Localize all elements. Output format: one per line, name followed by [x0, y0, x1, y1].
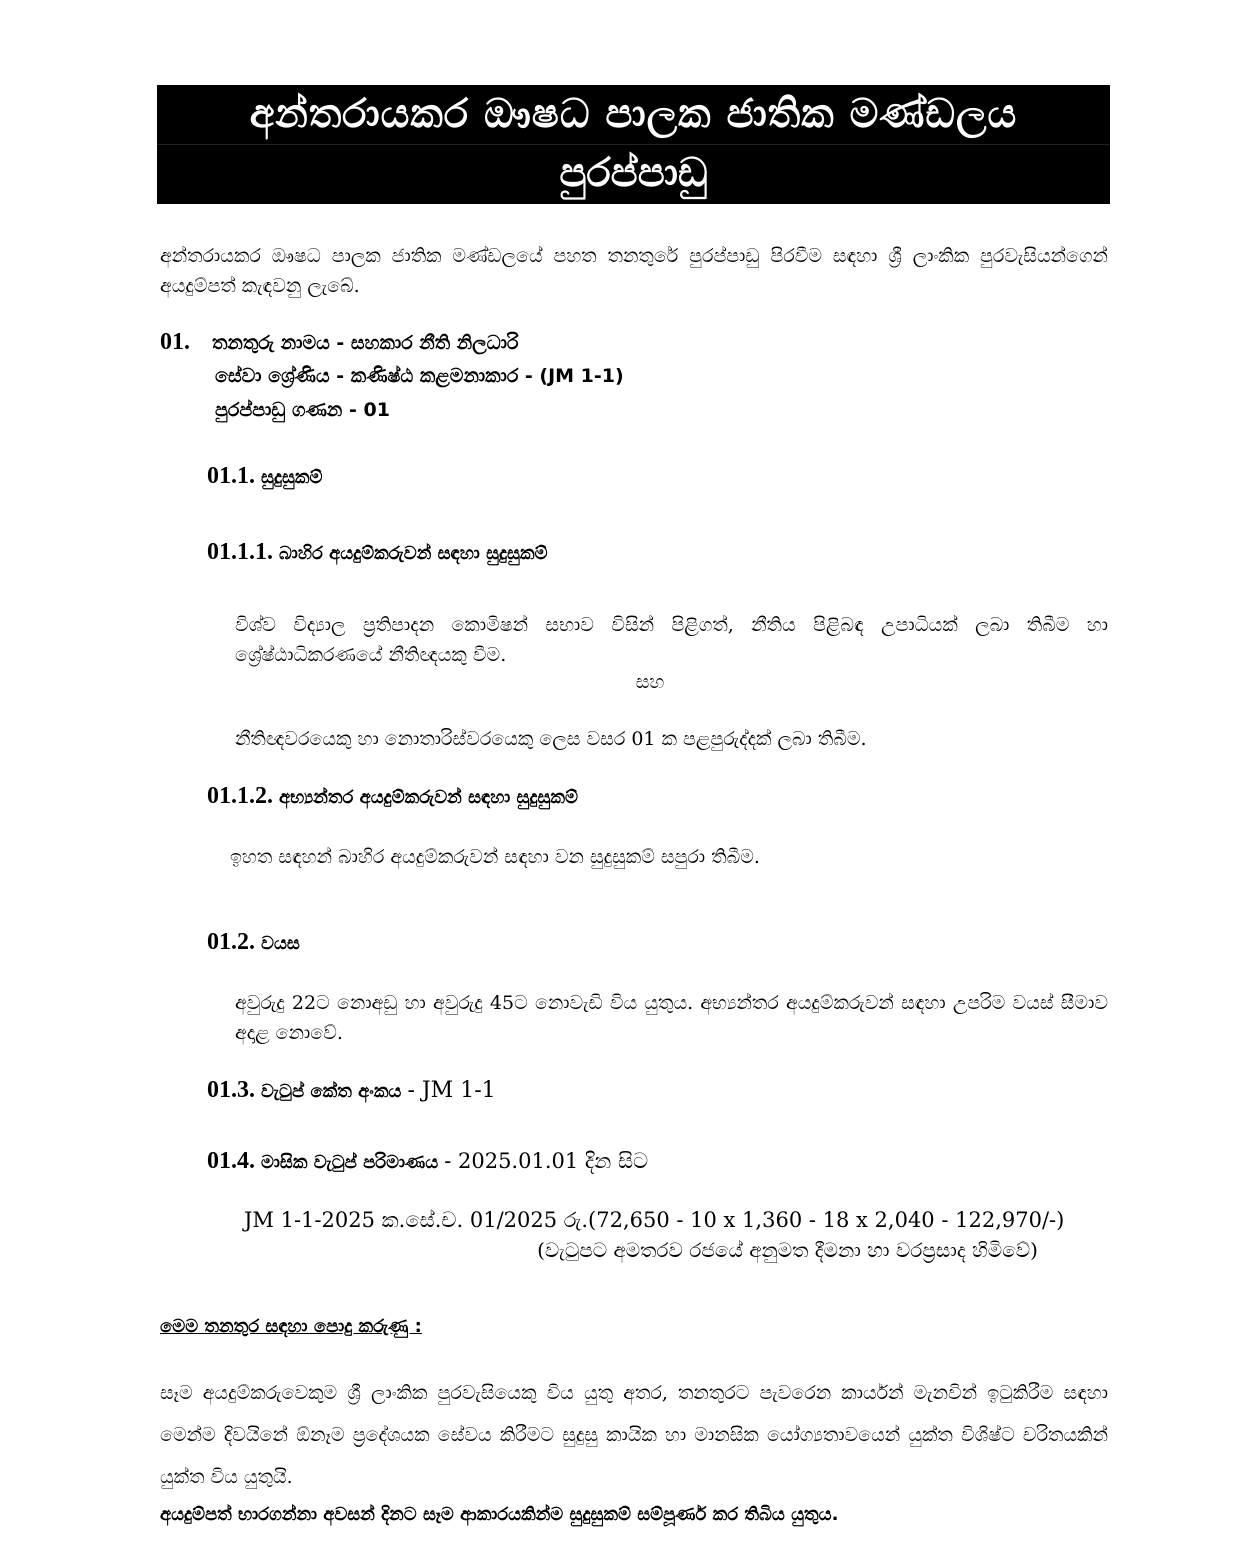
section-01-3-title: වැටුප් කේත අංකය	[261, 1081, 402, 1102]
and-connector: සහ	[635, 671, 665, 693]
section-01-2-heading	[207, 929, 300, 956]
section-01-1-2-heading	[207, 783, 578, 810]
section-01-1-2-title: අභ්‍යන්තර අයදුම්කරුවන් සඳහා සුදුසුකම්	[279, 787, 578, 808]
post-vacancies: පුරප්පාඩු ගණන - 01	[215, 399, 390, 421]
section-01-4-title: මාසික වැටුප් පරිමාණය	[261, 1152, 439, 1173]
intro-paragraph: අන්තරායකර ඖෂධ පාලක ජාතික මණ්ඩලයේ පහත තනතුරේ පුරප්පාඩු පිරවීම සඳහා ශ්‍රී ලාංකික පුරවැසියන්ගෙන් අයදුම්පත් කැඳවනු ලැබේ.	[160, 245, 1108, 297]
salary-note: (වැටුපට අමතරව රජයේ අනුමත දීමනා හා වරප්‍රසාද හිමිවේ)	[537, 1238, 1038, 1262]
section-01-3-heading	[207, 1077, 496, 1104]
salary-effective-date: - 2025.01.01 දින සිට	[444, 1149, 649, 1173]
general-notes-heading: මෙම තනතුර සඳහා පොදු කරුණු :	[160, 1316, 422, 1337]
post-number: 01.	[160, 329, 190, 355]
section-01-2-title: වයස	[261, 933, 300, 954]
section-01-1-1-number: 01.1.1.	[207, 539, 273, 565]
internal-qualification-text: ඉහත සඳහන් බාහිර අයදුම්කරුවන් සඳහා වන සුදුසුකම් සපුරා තිබීම.	[230, 846, 760, 868]
general-notes-text: සෑම අයදුම්කරුවෙකුම ශ්‍රී ලාංකික පුරවැසියෙකු විය යුතු අතර, තනතුරට පැවරෙන කාර්යන් මැනවින් ඉටුකිරීම සඳහා මෙන්ම දිවයිනේ ඕනෑම ප්‍රදේශයක සේවය කිරීමට සුදුසු කායික හා මානසික යෝග්‍යතාවයෙන් යුක්ත විශිෂ්ට චරිතයකින් යුක්ත විය යුතුයි.	[160, 1382, 1108, 1488]
section-01-3-number: 01.3.	[207, 1077, 255, 1103]
age-text: අවුරුදු 22ට නොඅඩු හා අවුරුදු 45ට නොවැඩි විය යුතුය. අභ්‍යන්තර අයදුම්කරුවන් සඳහා උපරිම වයස් සීමාව අදාළ නොවේ.	[235, 992, 1108, 1044]
post-service-grade: සේවා ශ්‍රේණිය - කණිෂ්ඨ කළමනාකාර - (JM 1-1)	[215, 365, 624, 387]
header-title-line2: පුරප්පාඩු	[157, 145, 1110, 204]
section-01-1-title: සුදුසුකම්	[261, 467, 323, 488]
section-01-4-number: 01.4.	[207, 1148, 255, 1174]
post-title: තනතුරු නාමය - සහකාර නීති නිලධාරි	[212, 332, 519, 354]
section-01-2-number: 01.2.	[207, 929, 255, 955]
section-01-1-number: 01.1.	[207, 463, 255, 489]
external-qualification-text: විශ්ව විද්‍යාල ප්‍රතිපාදන කොමිෂන් සභාව විසින් පිළිගත්, නීතිය පිළිබඳ උපාධියක් ලබා තිබීම හා ශ්‍රේෂ්ඨාධිකරණයේ නීතිඥයකු වීම.	[235, 614, 1108, 666]
section-01-1-2-number: 01.1.2.	[207, 783, 273, 809]
section-01-1-1-heading	[207, 539, 548, 566]
closing-statement: අයදුම්පත් භාරගන්නා අවසන් දිනට සෑම ආකාරයකින්ම සුදුසුකම් සම්පූර්ණ කර තිබිය යුතුය.	[160, 1504, 839, 1525]
experience-text: නීතිඥවරයෙකු හා නොතාරිස්වරයෙකු ලෙස වසර 01 ක පළපුරුද්දක් ලබා තිබීම.	[235, 728, 867, 750]
header-title-line1: අන්තරායකර ඖෂධ පාලක ජාතික මණ්ඩලය	[157, 85, 1110, 145]
salary-code-value: - JM 1-1	[407, 1078, 496, 1103]
section-01-1-heading	[207, 463, 322, 490]
section-01-1-1-title: බාහිර අයදුම්කරුවන් සඳහා සුදුසුකම්	[279, 543, 548, 564]
section-01-4-heading	[207, 1148, 648, 1175]
salary-scale: JM 1-1-2025 ක.සේ.ච. 01/2025 රු.(72,650 - 10 x 1,360 - 18 x 2,040 - 122,970/-)	[244, 1208, 1065, 1232]
